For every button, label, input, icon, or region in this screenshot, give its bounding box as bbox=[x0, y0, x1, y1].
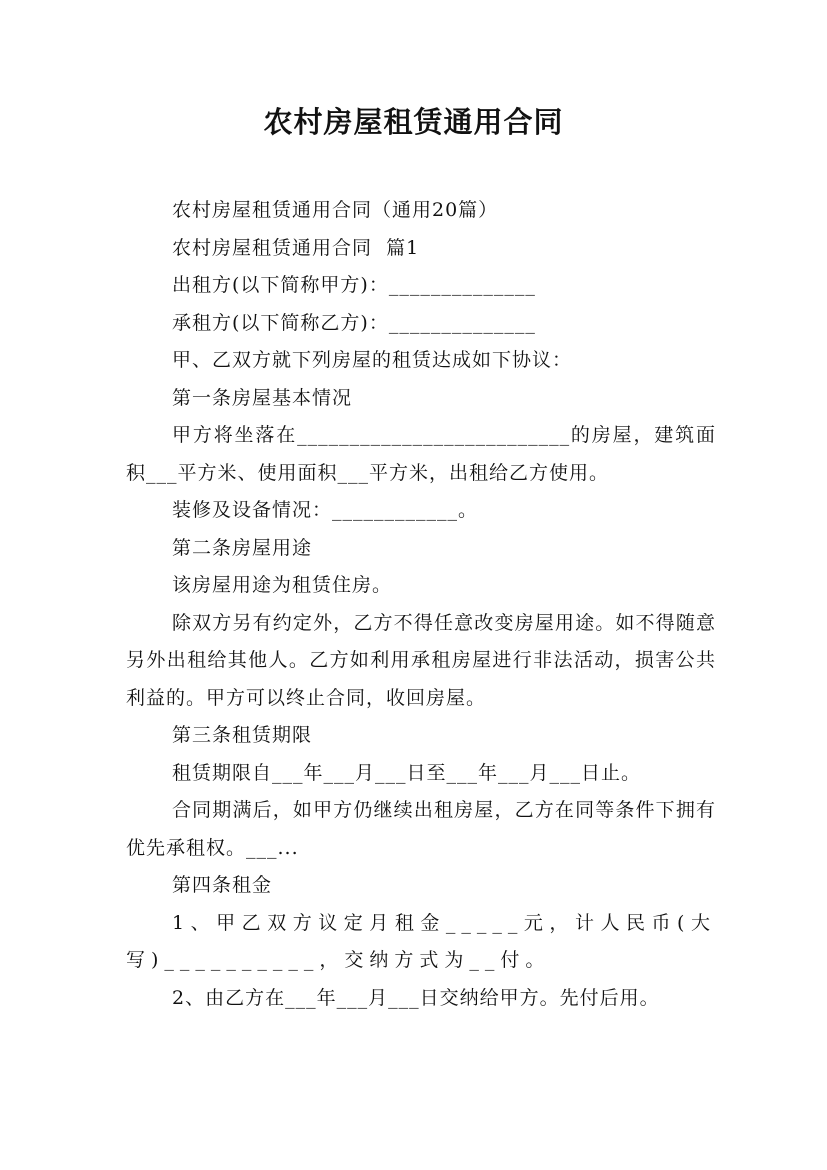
section-heading-1: 第一条房屋基本情况 bbox=[172, 386, 353, 409]
paragraph-usage-restrictions: 除双方另有约定外，乙方不得任意改变房屋用途。如不得随意另外出租给其他人。乙方如利用承租房屋进行非法活动，损害公共利益的。甲方可以终止合同，收回房屋。 bbox=[126, 611, 716, 709]
paragraph-agreement-intro: 甲、乙双方就下列房屋的租赁达成如下协议： bbox=[172, 349, 573, 371]
section-heading-4: 第四条租金 bbox=[172, 874, 273, 896]
paragraph-lease-term: 租赁期限自___年___月___日至___年___月___日止。 bbox=[172, 761, 642, 784]
paragraph-usage: 该房屋用途为租赁住房。 bbox=[172, 574, 393, 596]
paragraph-lessee: 承租方(以下简称乙方)：______________ bbox=[172, 311, 536, 334]
paragraph-rent-amount: 1、甲乙双方议定月租金_____元，计人民币(大写)__________，交纳方式为__付。 bbox=[126, 911, 716, 971]
paragraph-renewal: 合同期满后，如甲方仍继续出租房屋，乙方在同等条件下拥有优先承租权。___... bbox=[126, 799, 716, 859]
document-body bbox=[126, 192, 716, 1017]
document-title: 农村房屋租赁通用合同 bbox=[263, 105, 564, 139]
paragraph-article-number: 农村房屋租赁通用合同 篇1 bbox=[172, 236, 420, 259]
paragraph-heading-collection: 农村房屋租赁通用合同（通用20篇） bbox=[172, 199, 499, 221]
paragraph-lessor: 出租方(以下简称甲方)：______________ bbox=[172, 274, 536, 296]
paragraph-property-location: 甲方将坐落在__________________________的房屋，建筑面积___平方米、使用面积___平方米，出租给乙方使用。 bbox=[126, 424, 716, 484]
paragraph-rent-payment: 2、由乙方在___年___月___日交纳给甲方。先付后用。 bbox=[172, 986, 660, 1009]
paragraph-decoration: 装修及设备情况：____________。 bbox=[172, 499, 479, 521]
section-heading-2: 第二条房屋用途 bbox=[172, 536, 313, 559]
section-heading-3: 第三条租赁期限 bbox=[172, 724, 313, 746]
